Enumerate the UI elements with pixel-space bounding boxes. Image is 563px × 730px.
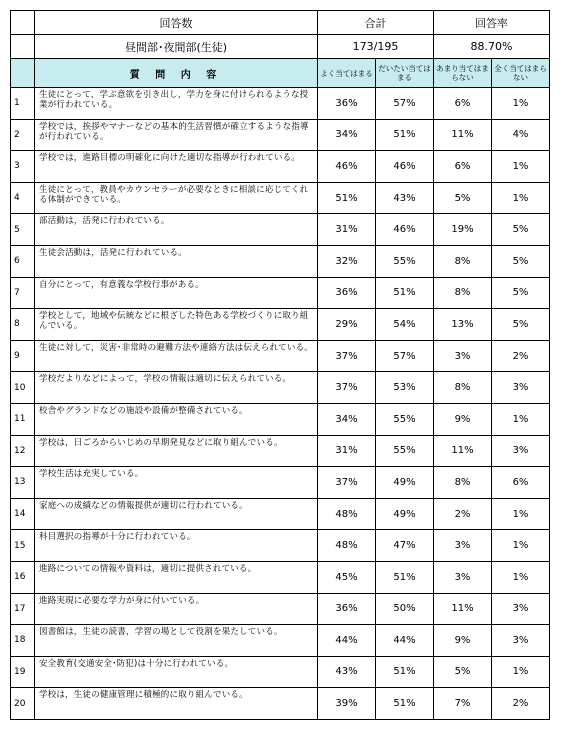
agree-percent: 57%: [376, 88, 434, 120]
total-value: 173/195: [318, 35, 434, 59]
header-values-row: [11, 35, 550, 59]
rate-label: 回答率: [434, 11, 550, 35]
question-text: 進路実現に必要な学力が身に付いている。: [35, 593, 318, 625]
table-row: [11, 593, 550, 625]
table-row: [11, 435, 550, 467]
table-row: [11, 688, 550, 720]
disagree-percent: 19%: [434, 214, 492, 246]
header-blank-cell-2: [11, 35, 35, 59]
agree-percent: 44%: [376, 625, 434, 657]
disagree-percent: 9%: [434, 625, 492, 657]
strongly-agree-percent: 48%: [318, 498, 376, 530]
strongly-disagree-percent: 1%: [492, 561, 550, 593]
option-disagree-header: あまり当てはまらない: [434, 59, 492, 88]
strongly-disagree-percent: 5%: [492, 245, 550, 277]
agree-percent: 51%: [376, 119, 434, 151]
strongly-agree-percent: 34%: [318, 119, 376, 151]
question-number: 10: [11, 372, 35, 404]
question-text: 学校では，進路目標の明確化に向けた適切な指導が行われている。: [35, 151, 318, 183]
table-row: [11, 498, 550, 530]
column-header-blank: [11, 59, 35, 88]
rate-value: 88.70%: [434, 35, 550, 59]
question-number: 9: [11, 340, 35, 372]
question-number: 1: [11, 88, 35, 120]
disagree-percent: 6%: [434, 88, 492, 120]
disagree-percent: 8%: [434, 372, 492, 404]
question-number: 4: [11, 182, 35, 214]
strongly-disagree-percent: 3%: [492, 435, 550, 467]
survey-results-table: [10, 10, 550, 720]
strongly-disagree-percent: 1%: [492, 403, 550, 435]
strongly-agree-percent: 39%: [318, 688, 376, 720]
strongly-agree-percent: 36%: [318, 88, 376, 120]
table-row: [11, 88, 550, 120]
responses-label: 回答数: [35, 11, 318, 35]
strongly-disagree-percent: 5%: [492, 309, 550, 341]
disagree-percent: 8%: [434, 277, 492, 309]
strongly-agree-percent: 44%: [318, 625, 376, 657]
question-number: 2: [11, 119, 35, 151]
disagree-percent: 3%: [434, 340, 492, 372]
strongly-disagree-percent: 6%: [492, 467, 550, 499]
disagree-percent: 9%: [434, 403, 492, 435]
disagree-percent: 2%: [434, 498, 492, 530]
strongly-agree-percent: 31%: [318, 214, 376, 246]
table-row: [11, 309, 550, 341]
strongly-agree-percent: 29%: [318, 309, 376, 341]
strongly-disagree-percent: 5%: [492, 214, 550, 246]
disagree-percent: 3%: [434, 530, 492, 562]
table-row: [11, 182, 550, 214]
table-row: [11, 372, 550, 404]
agree-percent: 51%: [376, 656, 434, 688]
strongly-agree-percent: 36%: [318, 277, 376, 309]
table-row: [11, 340, 550, 372]
disagree-percent: 5%: [434, 182, 492, 214]
question-number: 13: [11, 467, 35, 499]
question-number: 19: [11, 656, 35, 688]
table-row: [11, 561, 550, 593]
question-number: 3: [11, 151, 35, 183]
question-text: 学校は，生徒の健康管理に積極的に取り組んでいる。: [35, 688, 318, 720]
strongly-agree-percent: 36%: [318, 593, 376, 625]
option-agree-header: だいたい当てはまる: [376, 59, 434, 88]
table-row: [11, 245, 550, 277]
total-label: 合計: [318, 11, 434, 35]
strongly-disagree-percent: 1%: [492, 498, 550, 530]
table-row: [11, 214, 550, 246]
agree-percent: 55%: [376, 245, 434, 277]
agree-percent: 57%: [376, 340, 434, 372]
option-strongly-disagree-header: 全く当てはまらない: [492, 59, 550, 88]
question-number: 12: [11, 435, 35, 467]
header-blank-cell: [11, 11, 35, 35]
question-number: 20: [11, 688, 35, 720]
question-text: 生徒に対して，災害･非常時の避難方法や連絡方法は伝えられている。: [35, 340, 318, 372]
column-header-row: [11, 59, 550, 88]
agree-percent: 46%: [376, 151, 434, 183]
disagree-percent: 3%: [434, 561, 492, 593]
question-text: 自分にとって，有意義な学校行事がある。: [35, 277, 318, 309]
strongly-agree-percent: 43%: [318, 656, 376, 688]
question-text: 進路についての情報や資料は，適切に提供されている。: [35, 561, 318, 593]
disagree-percent: 6%: [434, 151, 492, 183]
strongly-disagree-percent: 3%: [492, 593, 550, 625]
agree-percent: 49%: [376, 467, 434, 499]
question-text: 科目選択の指導が十分に行われている。: [35, 530, 318, 562]
strongly-disagree-percent: 1%: [492, 151, 550, 183]
agree-percent: 53%: [376, 372, 434, 404]
question-number: 14: [11, 498, 35, 530]
table-row: [11, 403, 550, 435]
agree-percent: 51%: [376, 688, 434, 720]
strongly-agree-percent: 31%: [318, 435, 376, 467]
header-labels-row: [11, 11, 550, 35]
question-text: 生徒にとって，学ぶ意欲を引き出し，学力を身に付けられるような授業が行われている。: [35, 88, 318, 120]
strongly-disagree-percent: 1%: [492, 530, 550, 562]
strongly-agree-percent: 46%: [318, 151, 376, 183]
agree-percent: 51%: [376, 561, 434, 593]
agree-percent: 49%: [376, 498, 434, 530]
strongly-agree-percent: 45%: [318, 561, 376, 593]
question-column-header: 質 問 内 容: [35, 59, 318, 88]
strongly-disagree-percent: 3%: [492, 625, 550, 657]
question-number: 11: [11, 403, 35, 435]
question-number: 16: [11, 561, 35, 593]
disagree-percent: 11%: [434, 435, 492, 467]
strongly-agree-percent: 37%: [318, 340, 376, 372]
table-row: [11, 656, 550, 688]
strongly-agree-percent: 32%: [318, 245, 376, 277]
strongly-agree-percent: 51%: [318, 182, 376, 214]
table-row: [11, 625, 550, 657]
question-text: 学校だよりなどによって，学校の情報は適切に伝えられている。: [35, 372, 318, 404]
question-text: 生徒会活動は，活発に行われている。: [35, 245, 318, 277]
agree-percent: 55%: [376, 403, 434, 435]
strongly-agree-percent: 37%: [318, 467, 376, 499]
question-number: 7: [11, 277, 35, 309]
agree-percent: 50%: [376, 593, 434, 625]
disagree-percent: 11%: [434, 119, 492, 151]
group-label: 昼間部･夜間部(生徒): [35, 35, 318, 59]
agree-percent: 51%: [376, 277, 434, 309]
question-text: 図書館は，生徒の読書，学習の場として役割を果たしている。: [35, 625, 318, 657]
agree-percent: 46%: [376, 214, 434, 246]
question-text: 安全教育(交通安全･防犯)は十分に行われている。: [35, 656, 318, 688]
question-text: 学校として，地域や伝統などに根ざした特色ある学校づくりに取り組んでいる。: [35, 309, 318, 341]
strongly-disagree-percent: 3%: [492, 372, 550, 404]
question-text: 学校では，挨拶やマナーなどの基本的生活習慣が確立するような指導が行われている。: [35, 119, 318, 151]
strongly-disagree-percent: 5%: [492, 277, 550, 309]
strongly-disagree-percent: 2%: [492, 340, 550, 372]
agree-percent: 54%: [376, 309, 434, 341]
question-number: 15: [11, 530, 35, 562]
disagree-percent: 8%: [434, 467, 492, 499]
agree-percent: 43%: [376, 182, 434, 214]
disagree-percent: 13%: [434, 309, 492, 341]
strongly-disagree-percent: 2%: [492, 688, 550, 720]
disagree-percent: 8%: [434, 245, 492, 277]
table-row: [11, 530, 550, 562]
strongly-agree-percent: 34%: [318, 403, 376, 435]
question-number: 17: [11, 593, 35, 625]
agree-percent: 55%: [376, 435, 434, 467]
disagree-percent: 5%: [434, 656, 492, 688]
table-row: [11, 467, 550, 499]
table-row: [11, 119, 550, 151]
strongly-agree-percent: 37%: [318, 372, 376, 404]
table-row: [11, 151, 550, 183]
strongly-disagree-percent: 1%: [492, 182, 550, 214]
strongly-disagree-percent: 1%: [492, 88, 550, 120]
question-text: 校舎やグランドなどの施設や設備が整備されている。: [35, 403, 318, 435]
question-number: 5: [11, 214, 35, 246]
table-row: [11, 277, 550, 309]
option-strongly-agree-header: よく当てはまる: [318, 59, 376, 88]
question-text: 生徒にとって，教員やカウンセラーが必要なときに相談に応じてくれる体制ができている。: [35, 182, 318, 214]
question-number: 8: [11, 309, 35, 341]
disagree-percent: 11%: [434, 593, 492, 625]
question-text: 部活動は，活発に行われている。: [35, 214, 318, 246]
strongly-disagree-percent: 4%: [492, 119, 550, 151]
question-text: 学校生活は充実している。: [35, 467, 318, 499]
disagree-percent: 7%: [434, 688, 492, 720]
strongly-disagree-percent: 1%: [492, 656, 550, 688]
question-number: 18: [11, 625, 35, 657]
question-number: 6: [11, 245, 35, 277]
question-text: 家庭への成績などの情報提供が適切に行われている。: [35, 498, 318, 530]
question-text: 学校は，日ごろからいじめの早期発見などに取り組んでいる。: [35, 435, 318, 467]
strongly-agree-percent: 48%: [318, 530, 376, 562]
agree-percent: 47%: [376, 530, 434, 562]
